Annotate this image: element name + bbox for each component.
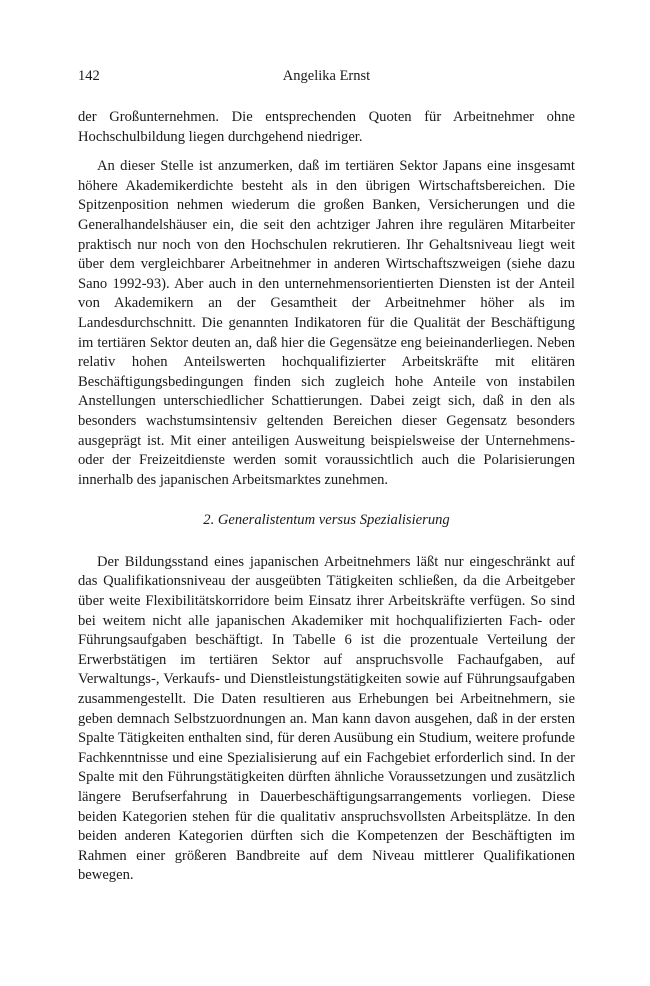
- paragraph-akademikerdichte: An dieser Stelle ist anzumerken, daß im tertiären Sektor Japans eine insgesamt höhere Akademikerdichte besteht als in den übrigen Wirtschaftsbereichen. Die Spitzenposition nehmen wiederum die großen Banken, Versicherungen und die Generalhandelshäuser ein, die seit den achtziger Jahren ihre regulären Mitarbeiter praktisch nur noch von den Hochschulen rekrutieren. Ihr Gehaltsniveau liegt weit über dem vergleichbarer Arbeitnehmer in anderen Wirtschaftszweigen (siehe dazu Sano 1992-93). Aber auch in den unternehmensorientierten Diensten ist der Anteil von Akademikern an der Gesamtheit der Arbeitnehmer höher als im Landesdurchschnitt. Die genannten Indikatoren für die Qualität der Beschäftigung im tertiären Sektor deuten an, daß hier die Gegensätze eng beieinanderliegen. Neben relativ hohen Anteilswerten hochqualifizierter Arbeitskräfte mit elitären Beschäftigungsbedingungen finden sich zugleich hohe Anteile von instabilen Anstellungen unterschiedlicher Schattierungen. Dabei zeigt sich, daß in den als besonders wachstumsintensiv geltenden Bereichen dieser Gegensatz besonders ausgeprägt ist. Mit einer anteiligen Ausweitung beispielsweise der Unternehmens- oder der Freizeitdienste werden somit voraussichtlich auch die Polarisierungen innerhalb des japanischen Arbeitsmarktes zunehmen.: [78, 158, 575, 488]
- section-heading: 2. Generalistentum versus Spezialisierung: [203, 512, 450, 529]
- paragraph-continuation: der Großunternehmen. Die entsprechenden Quoten für Arbeitnehmer ohne Hochschulbildung liegen durchgehend niedriger.: [78, 109, 575, 145]
- book-page: [78, 68, 575, 886]
- running-header: [78, 68, 575, 90]
- running-title: Angelika Ernst: [282, 68, 371, 84]
- page-number: 142: [78, 68, 100, 84]
- paragraph-bildungsstand: Der Bildungsstand eines japanischen Arbeitnehmers läßt nur eingeschränkt auf das Qualifikationsniveau der ausgeübten Tätigkeiten schließen, da die Arbeitgeber über weite Flexibilitätskorridore beim Einsatz ihrer Arbeitskräfte verfügen. So sind bei weitem nicht alle japanischen Akademiker mit hochqualifizierten Fach- oder Führungsaufgaben beschäftigt. In Tabelle 6 ist die prozentuale Verteilung der Erwerbstätigen im tertiären Sektor auf anspruchsvolle Fachaufgaben, auf Verwaltungs-, Verkaufs- und Dienstleistungstätigkeiten sowie auf Führungsaufgaben zusammengestellt. Die Daten resultieren aus Erhebungen bei Arbeitnehmern, sie geben demnach Selbstzuordnungen an. Man kann davon ausgehen, daß in der ersten Spalte Tätigkeiten enthalten sind, für deren Ausübung ein Studium, weitere profunde Fachkenntnisse und eine Spezialisierung auf ein Fachgebiet erforderlich sind. In der Spalte mit den Führungstätigkeiten dürften ähnliche Voraussetzungen und zusätzlich längere Berufserfahrung in Dauerbeschäftigungsarrangements vorliegen. Diese beiden Kategorien stehen für die qualitativ anspruchsvollsten Arbeitsplätze. In den beiden anderen Kategorien dürften sich die Kompetenzen der Beschäftigten im Rahmen einer größeren Bandbreite auf dem Niveau mittlerer Qualifikationen bewegen.: [78, 553, 575, 884]
